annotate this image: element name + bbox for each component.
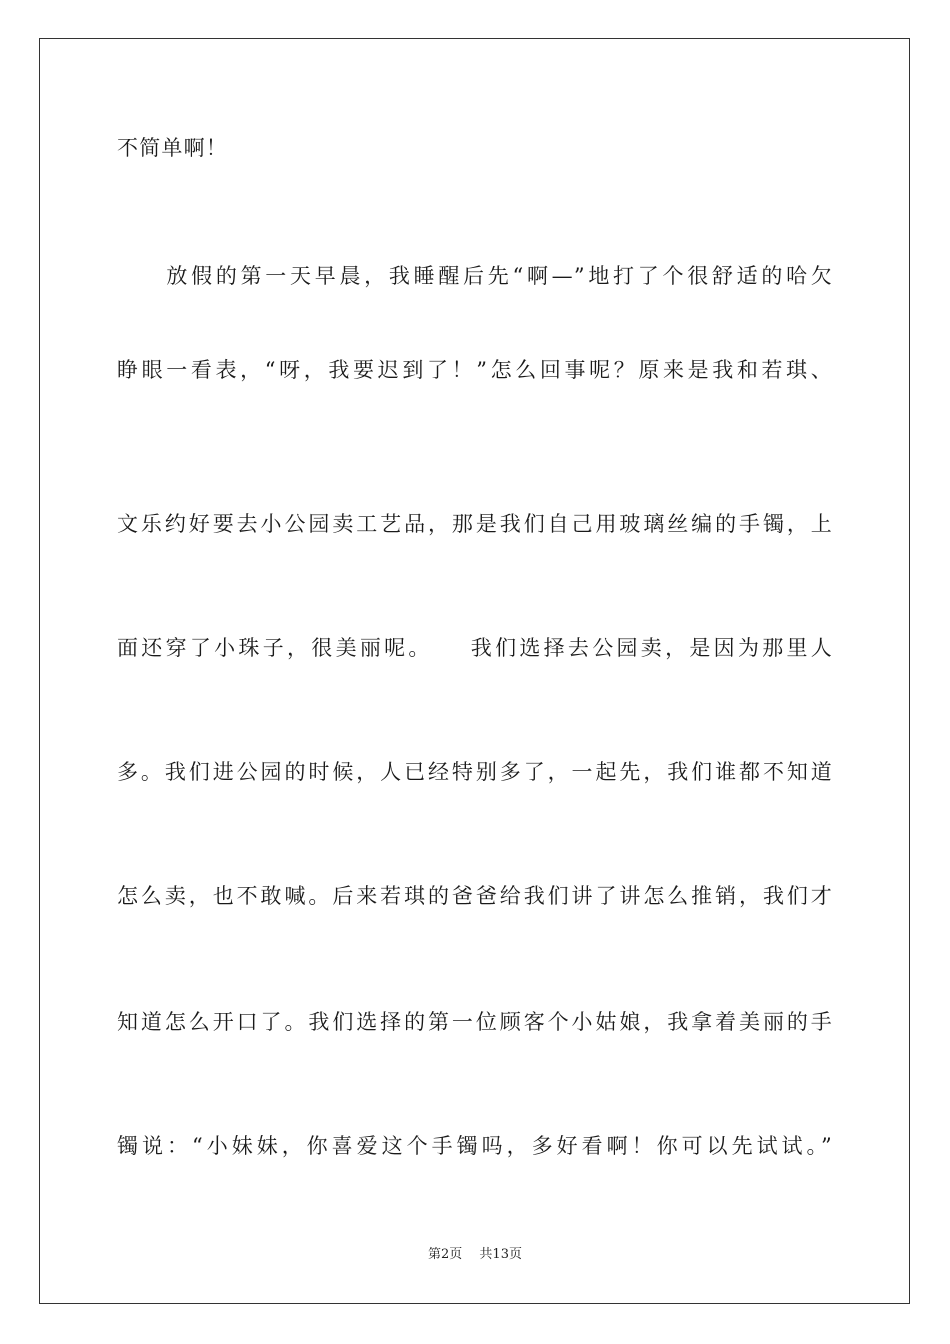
text-line: 知道怎么开口了。我们选择的第一位顾客个小姑娘，我拿着美丽的手 [117,1010,833,1034]
page-border [39,38,910,1304]
text-line: 睁眼一看表，“呀，我要迟到了！”怎么回事呢？原来是我和若琪、 [117,358,833,382]
text-line: 面还穿了小珠子，很美丽呢。 我们选择去公园卖，是因为那里人 [117,636,833,660]
text-line: 多。我们进公园的时候，人已经特别多了，一起先，我们谁都不知道 [117,760,833,784]
page-number: 第2页 共13页 [428,1247,522,1262]
text-line: 怎么卖，也不敢喊。后来若琪的爸爸给我们讲了讲怎么推销，我们才 [117,884,833,908]
text-line: 镯说：“小妹妹，你喜爱这个手镯吗，多好看啊！你可以先试试。” [117,1134,833,1158]
text-line: 放假的第一天早晨，我睡醒后先“啊—”地打了个很舒适的哈欠 [117,264,833,288]
text-line: 文乐约好要去小公园卖工艺品，那是我们自己用玻璃丝编的手镯，上 [117,512,833,536]
text-line: 不简单啊！ [117,136,228,160]
